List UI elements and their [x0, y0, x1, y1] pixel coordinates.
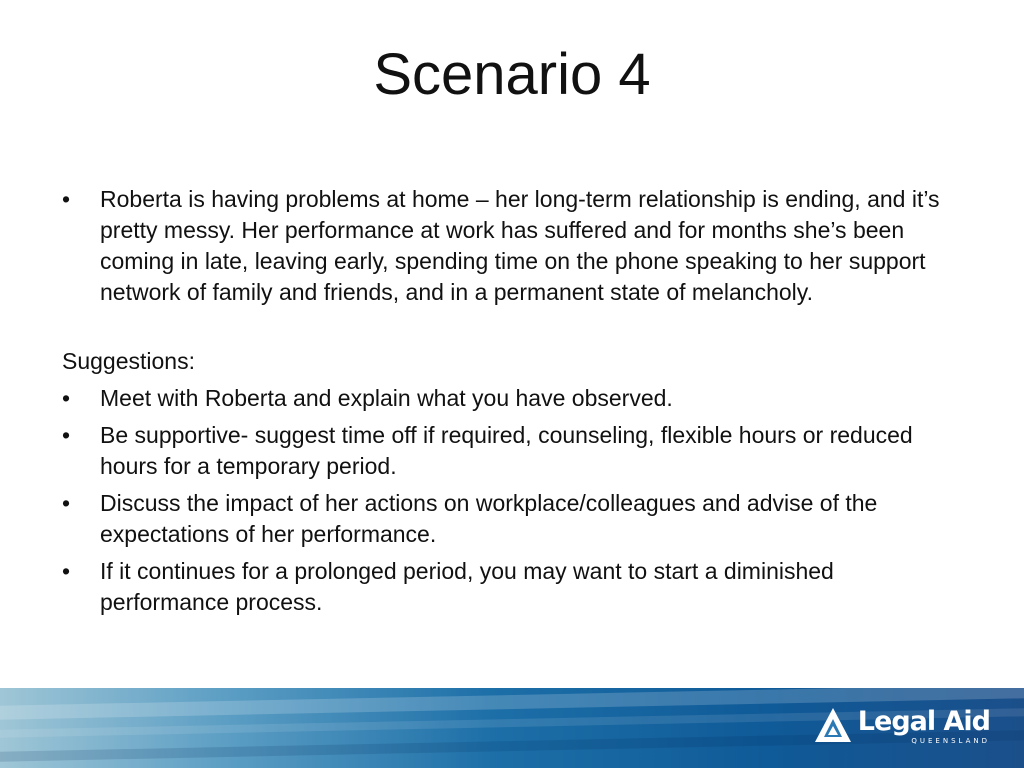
suggestion-item: [62, 383, 962, 414]
slide-title: Scenario 4: [373, 42, 651, 107]
suggestion-item: [62, 488, 962, 550]
legal-aid-logo: [814, 707, 990, 753]
suggestion-item: [62, 556, 962, 618]
bullet-marker: •: [62, 186, 71, 212]
suggestion-item: [62, 420, 962, 482]
suggestion-text: Discuss the impact of her actions on workplace/colleagues and advise of the expectations of her performance.: [100, 490, 878, 547]
slide-content: [62, 184, 962, 624]
suggestion-text: Meet with Roberta and explain what you have observed.: [100, 385, 673, 411]
bullet-marker: •: [62, 558, 71, 584]
triangle-logo-icon: [814, 707, 852, 743]
suggestion-text: If it continues for a prolonged period, you may want to start a diminished performance process.: [100, 558, 834, 615]
intro-bullet: [62, 184, 962, 308]
bullet-marker: •: [62, 490, 71, 516]
suggestion-text: Be supportive- suggest time off if required, counseling, flexible hours or reduced hours for a temporary period.: [100, 422, 913, 479]
suggestions-heading: Suggestions:: [62, 348, 195, 374]
bullet-marker: •: [62, 422, 71, 448]
logo-name: Legal Aid: [857, 706, 990, 737]
logo-subtitle: QUEENSLAND: [911, 737, 990, 745]
logo-text: [858, 707, 990, 746]
bullet-marker: •: [62, 385, 71, 411]
intro-text: Roberta is having problems at home – her long-term relationship is ending, and it’s pretty messy. Her performance at work has suffered and for months she’s been coming in late, leaving early, spending time on the phone speaking to her support network of family and friends, and in a permanent state of melancholy.: [100, 186, 940, 305]
